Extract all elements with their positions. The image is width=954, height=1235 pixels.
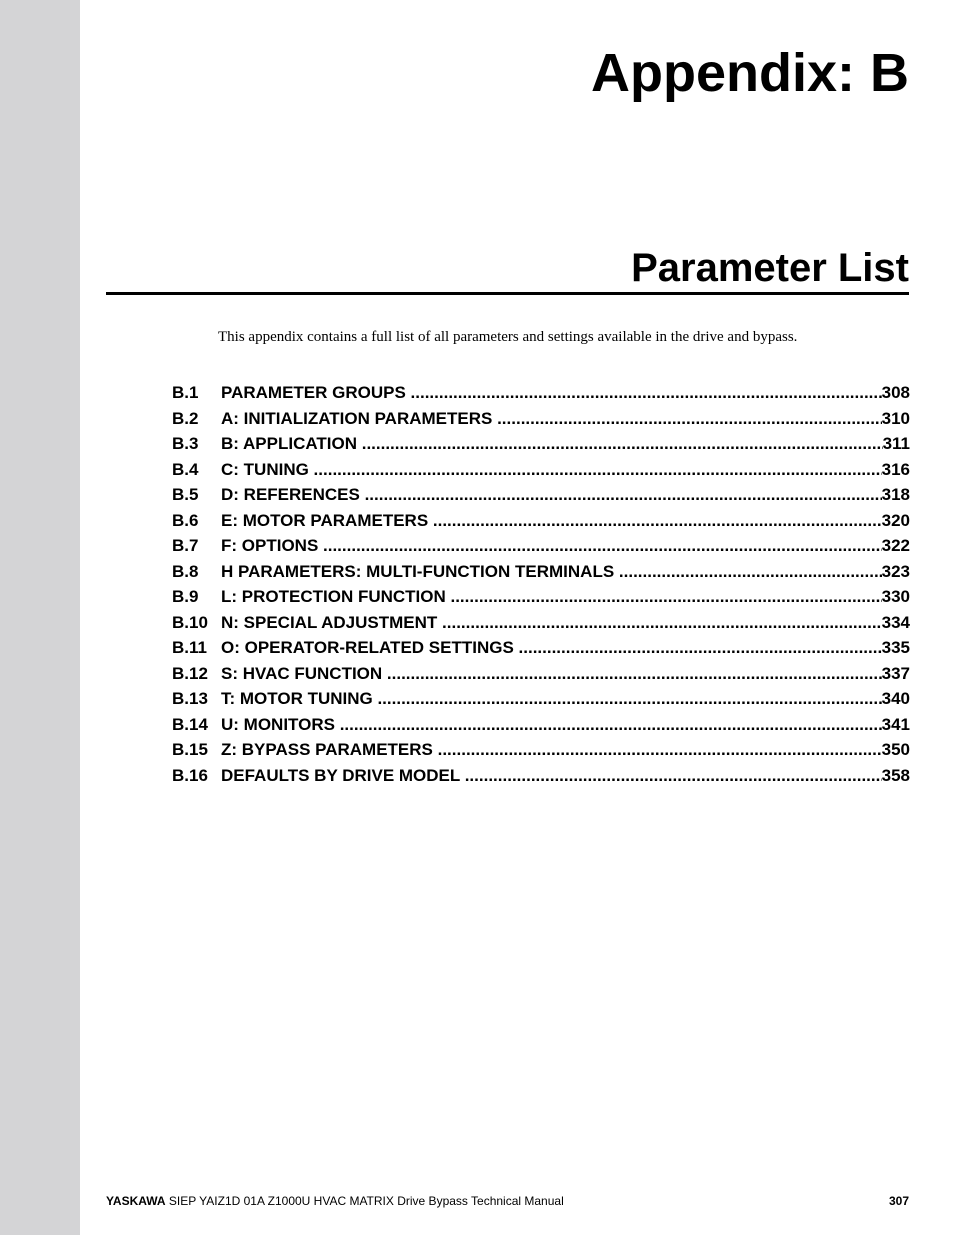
toc-page: 316 [881, 459, 910, 479]
footer-manual-title [106, 1194, 564, 1208]
table-of-contents [172, 380, 910, 788]
toc-title: A: INITIALIZATION PARAMETERS ..... [221, 406, 882, 432]
toc-page: 308 [881, 383, 910, 402]
side-band [0, 0, 80, 1235]
toc-page: 334 [881, 612, 910, 632]
intro-paragraph: This appendix contains a full list of all parameters and settings available in the drive and bypass. [218, 329, 798, 345]
toc-number: B.3 [172, 434, 199, 453]
toc-entry[interactable] [172, 508, 910, 534]
toc-number: B.11 [172, 638, 207, 657]
toc-title: B: APPLICATION ..... [221, 431, 883, 457]
toc-title: S: HVAC FUNCTION ..... [221, 661, 882, 687]
toc-entry[interactable] [172, 533, 910, 559]
toc-number: B.6 [172, 510, 199, 530]
toc-page: 337 [881, 663, 910, 683]
toc-page: 350 [881, 740, 910, 759]
toc-entry[interactable] [172, 686, 910, 712]
toc-entry[interactable] [172, 431, 910, 457]
toc-page: 320 [881, 510, 910, 530]
page-number: 307 [888, 1194, 909, 1208]
toc-title: D: REFERENCES ..... [221, 482, 882, 508]
toc-number: B.16 [172, 765, 208, 785]
toc-number: B.15 [172, 740, 208, 759]
toc-page: 322 [881, 536, 910, 555]
toc-entry[interactable] [172, 406, 910, 432]
toc-title: H PARAMETERS: MULTI-FUNCTION TERMINALS ..... [221, 559, 882, 585]
toc-number: B.14 [172, 714, 208, 734]
toc-page: 311 [882, 434, 910, 453]
footer-manual: SIEP YAIZ1D 01A Z1000U HVAC MATRIX Drive Bypass Technical Manual [165, 1194, 564, 1208]
toc-number: B.9 [172, 587, 199, 606]
toc-number: B.5 [172, 485, 199, 504]
toc-number: B.4 [172, 459, 199, 479]
toc-title: T: MOTOR TUNING ..... [221, 686, 882, 712]
toc-number: B.8 [172, 561, 199, 581]
toc-title: C: TUNING ..... [221, 457, 882, 483]
toc-title: DEFAULTS BY DRIVE MODEL ..... [221, 763, 882, 789]
toc-number: B.2 [172, 408, 199, 428]
toc-page: 310 [881, 408, 910, 428]
toc-page: 358 [881, 765, 910, 785]
toc-title: O: OPERATOR-RELATED SETTINGS ..... [221, 635, 882, 661]
toc-entry[interactable] [172, 584, 910, 610]
toc-page: 335 [881, 638, 910, 657]
toc-entry[interactable] [172, 737, 910, 763]
toc-title: N: SPECIAL ADJUSTMENT ..... [221, 610, 882, 636]
chapter-title: Parameter List [631, 246, 909, 290]
toc-page: 323 [881, 561, 910, 581]
toc-title: Z: BYPASS PARAMETERS ..... [221, 737, 882, 763]
toc-title: PARAMETER GROUPS ..... [221, 380, 882, 406]
toc-title: L: PROTECTION FUNCTION ..... [221, 584, 882, 610]
toc-entry[interactable] [172, 763, 910, 789]
toc-page: 340 [881, 689, 910, 708]
toc-page: 330 [881, 587, 910, 606]
title-rule [106, 292, 909, 295]
toc-number: B.10 [172, 612, 208, 632]
toc-entry[interactable] [172, 712, 910, 738]
toc-number: B.1 [172, 383, 199, 402]
toc-entry[interactable] [172, 482, 910, 508]
toc-number: B.12 [172, 663, 208, 683]
toc-page: 341 [881, 714, 910, 734]
toc-entry[interactable] [172, 635, 910, 661]
toc-page: 318 [881, 485, 910, 504]
footer-brand: YASKAWA [106, 1194, 166, 1208]
toc-entry[interactable] [172, 559, 910, 585]
toc-entry[interactable] [172, 610, 910, 636]
toc-number: B.13 [172, 689, 208, 708]
toc-entry[interactable] [172, 661, 910, 687]
appendix-title: Appendix: B [591, 43, 909, 103]
toc-number: B.7 [172, 536, 199, 555]
page-footer [106, 1194, 909, 1208]
toc-entry[interactable] [172, 457, 910, 483]
toc-title: E: MOTOR PARAMETERS ..... [221, 508, 882, 534]
toc-title: U: MONITORS ..... [221, 712, 882, 738]
toc-title: F: OPTIONS ..... [221, 533, 882, 559]
toc-entry[interactable] [172, 380, 910, 406]
